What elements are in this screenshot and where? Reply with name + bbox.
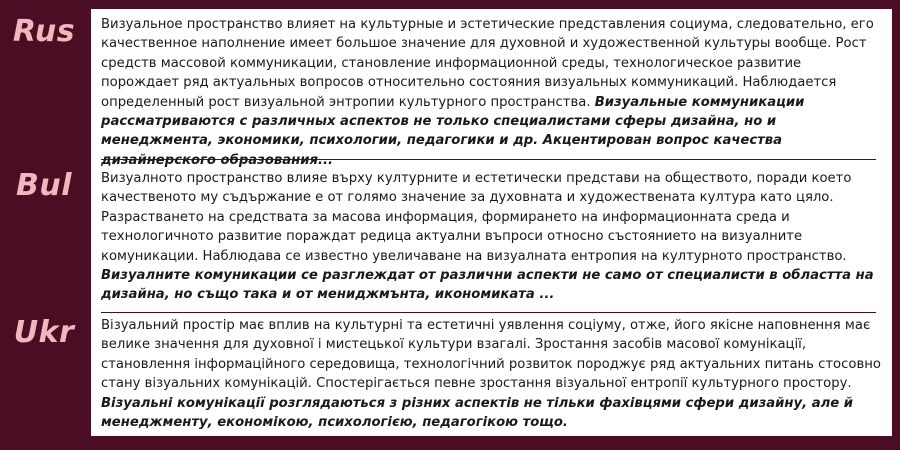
language-label-rus: Rus xyxy=(12,14,76,49)
ukr-body-text: Візуальний простір має вплив на культурні та естетичні уявлення соціуму, отже, його якісне наповнення має велике значення для духовної і мистецької культури взагалі. Зростання засобів масової комунікації, становлення інформаційного середовища, технологічний розвиток породжує ряд актуальних питань стосовно стану візуальних комунікацій. Спостерігається певне зростання візуальної ентропії культурного простору. xyxy=(101,318,881,392)
rus-body-text: Визуальное пространство влияет на культурные и эстетические представления социума, следовательно, его качественное наполнение имеет большое значение для духовной и художественной культуры вообще. Рост средств массовой коммуникации, становление информационной среды, технологическое развитие порождает ряд актуальных вопросов относительно состояния визуальных коммуникаций. Наблюдается определенный рост визуальной энтропии культурного пространства. xyxy=(101,17,874,110)
section-divider xyxy=(101,159,876,160)
language-label-ukr: Ukr xyxy=(13,315,75,350)
bul-emphasis-text: Визуалните комуникации се разглеждат от различни аспекти не само от специалисти в областта на дизайна, но също така и от мениджмънта, икономиката ... xyxy=(101,268,874,303)
text-block-rus xyxy=(101,15,883,170)
ukr-emphasis-text: Візуальні комунікації розглядаються з різних аспектів не тільки фахівцями сфери дизайну, але й менеджменту, економікою, психологією, педагогікою тощо. xyxy=(101,395,854,431)
text-panel xyxy=(91,9,892,436)
text-block-bul xyxy=(101,169,883,305)
section-divider xyxy=(101,312,876,313)
text-block-ukr xyxy=(101,316,883,432)
rus-emphasis-text: Визуальные коммуникации рассматриваются с различных аспектов не только специалистами сферы дизайна, но и менеджмента, экономики, психологии, педагогики и др. Акцентирован вопрос качества дизайнерского образования... xyxy=(101,94,805,168)
bul-body-text: Визуалното пространство влияе върху културните и естетически представи на обществото, поради което качественото му съдържание е от голямо значение за духовната и художествената култура като цяло. Разрастването на средствата за масова информация, формирането на информационната среда и технологичното развитие пораждат редица актуални въпроси относно състоянието на визуалните комуникации. Наблюдава се известно увеличаване на визуалната ентропия на културното пространство. xyxy=(101,171,852,264)
language-label-bul: Bul xyxy=(15,168,72,203)
